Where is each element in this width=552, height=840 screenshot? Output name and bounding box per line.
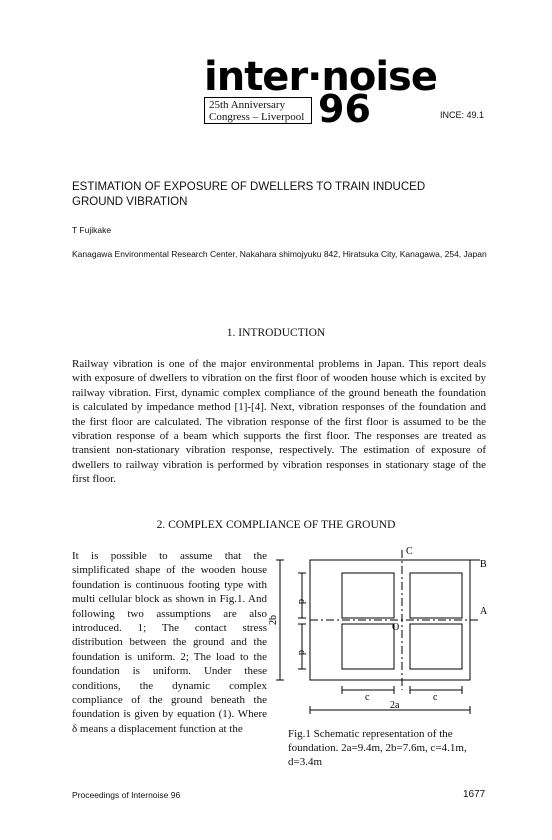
label-a: A (480, 606, 488, 617)
footer-page-number: 1677 (463, 789, 486, 800)
figure-caption: Fig.1 Schematic representation of the foundation. 2a=9.4m, 2b=7.6m, c=4.1m, d=3.4m (288, 728, 467, 768)
foundation-schematic-figure (270, 540, 492, 720)
section-heading-introduction: 1. INTRODUCTION (226, 327, 326, 339)
paper-affiliation: Kanagawa Environmental Research Center, Nakahara shimojyuku 842, Hiratsuka City, Kanagawa, 254, Japan (72, 249, 487, 259)
introduction-paragraph: Railway vibration is one of the major environmental problems in Japan. This report deals with exposure of dwellers to vibration on the first floor of wooden house which is excited by railway vibration. First, dynamic complex compliance of the ground beneath the foundation is calculated by impedance method [1]-[4]. Next, vibration responses of the foundation and the first floor are calculated. The vibration response of the first floor is assumed to be the vibration response of a beam which supports the first floor. The responses are treated as transient non-stationary vibration response, respectively. The estimation of exposure of dwellers to railway vibration is performed by vibration responses in stationary stage of the first floor. (72, 358, 486, 486)
conference-logo-box (204, 97, 312, 124)
label-c-right: c (433, 692, 438, 703)
foundation-cell-bottom-right (410, 624, 462, 669)
logo-box-line1: 25th Anniversary (209, 99, 286, 111)
label-2b: 2b (268, 615, 279, 625)
footer-proceedings: Proceedings of Internoise 96 (72, 790, 181, 800)
label-c: C (406, 546, 413, 557)
section-heading-complex-compliance: 2. COMPLEX COMPLIANCE OF THE GROUND (156, 519, 396, 531)
conference-logo-number: 96 (318, 87, 371, 131)
label-d-top: d (296, 599, 307, 604)
label-d-bottom: d (296, 650, 307, 655)
conference-logo-wordmark: inter·noise (204, 54, 437, 100)
foundation-cell-top-right (410, 573, 462, 618)
label-2a: 2a (390, 700, 400, 711)
label-c-left: c (365, 692, 370, 703)
paper-title: ESTIMATION OF EXPOSURE OF DWELLERS TO TRAIN INDUCED GROUND VIBRATION (72, 181, 426, 208)
ince-code: INCE: 49.1 (440, 110, 485, 120)
label-b: B (480, 559, 487, 570)
logo-box-line2: Congress – Liverpool (209, 110, 305, 123)
paper-author: T Fujikake (72, 225, 112, 235)
foundation-cell-top-left (342, 573, 394, 618)
label-o: O (392, 622, 400, 633)
foundation-cell-bottom-left (342, 624, 394, 669)
complex-compliance-paragraph: It is possible to assume that the simplificated shape of the wooden house foundation is continuous footing type with multi cellular block as shown in Fig.1. And following two assumptions are also introduced. 1; The contact stress distribution between the ground and the foundation is uniform. 2; The load to the foundation is uniform. Under these conditions, the dynamic complex compliance of the ground beneath the foundation is given by equation (1). Where δ means a displacement function at the (72, 550, 267, 735)
